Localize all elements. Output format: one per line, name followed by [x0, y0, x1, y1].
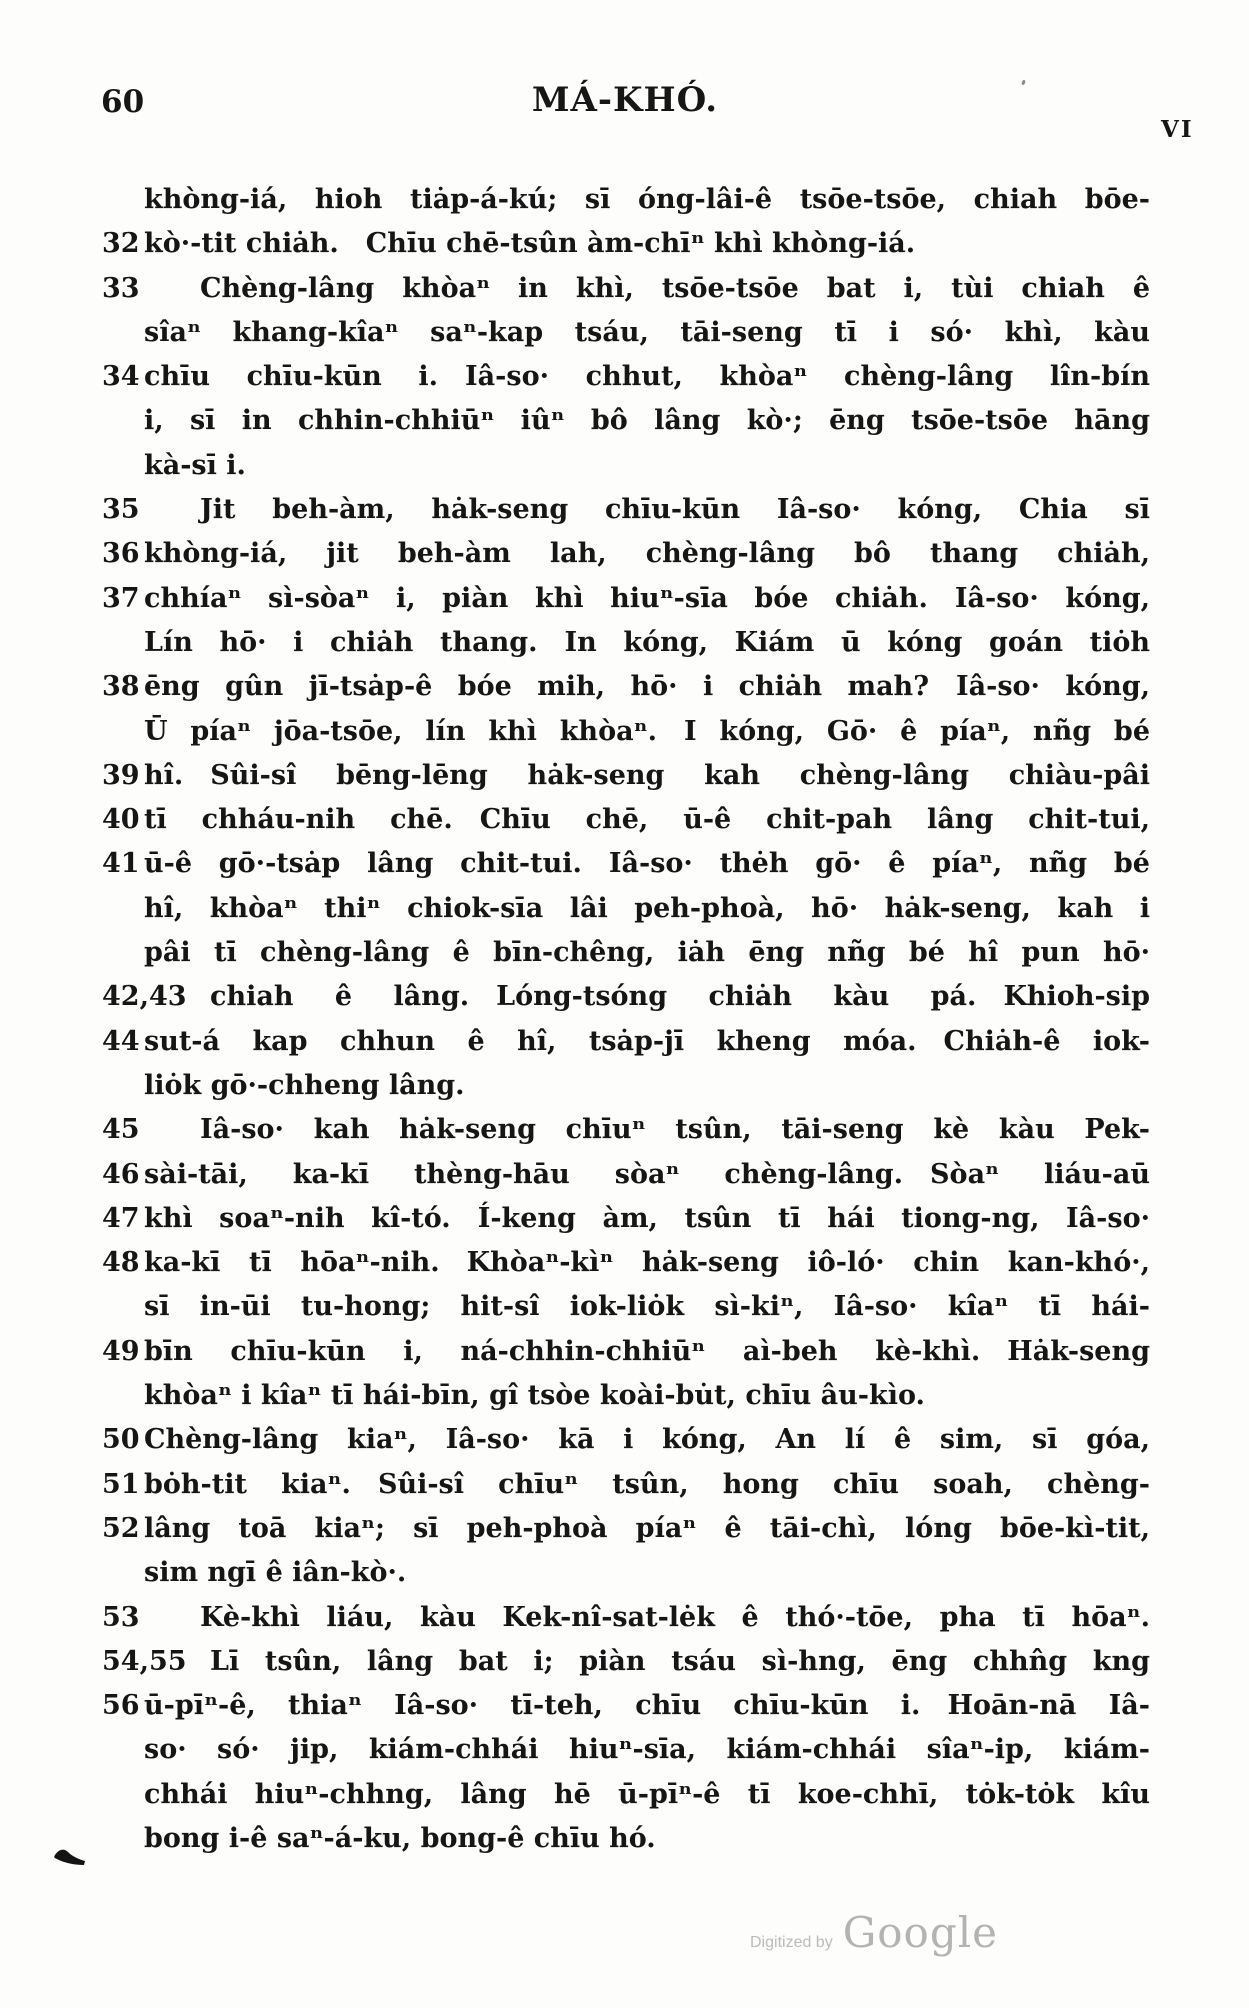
digitized-watermark [750, 1908, 998, 1957]
verse-number: 42,43 [102, 981, 187, 1013]
verse-text: ū-ê gō·-tsȧp lâng chit-tui. Iâ-so· thėh gō· ê píaⁿ, nñg bé [144, 848, 1150, 880]
verse-line [100, 754, 1150, 798]
verse-text: khòaⁿ i kîaⁿ tī hái-bīn, gî tsòe koài-bu̇t, chīu âu-kìo. [144, 1380, 925, 1412]
verse-line [100, 399, 1150, 443]
verse-line [100, 577, 1150, 621]
verse-text: bȯh-tit kiaⁿ. Sûi-sî chīuⁿ tsûn, hong chīu soah, chèng- [144, 1468, 1150, 1500]
verse-line [100, 1108, 1150, 1152]
verse-number: 52 [102, 1512, 140, 1544]
verse-line [100, 1640, 1150, 1684]
verse-text: i, sī in chhin-chhiūⁿ iûⁿ bô lâng kò·; ēng tsōe-tsōe hāng [144, 405, 1150, 437]
verse-text: Kè-khì liáu, kàu Kek-nî-sat-lėk ê thó·-tōe, pha tī hōaⁿ. [200, 1601, 1150, 1633]
verse-number: 40 [102, 804, 140, 836]
verse-line [100, 267, 1150, 311]
verse-text: Lín hō· i chiȧh thang. In kóng, Kiám ū kóng goán tiȯh [144, 626, 1150, 658]
verse-text: lâng toā kiaⁿ; sī peh-phoà píaⁿ ê tāi-chì, lóng bōe-kì-tit, [144, 1512, 1150, 1544]
page-number: 60 [101, 84, 145, 120]
verse-number: 54,55 [102, 1645, 187, 1677]
verse-text: sī in-ūi tu-hong; hit-sî iok-liȯk sì-kiⁿ, Iâ-so· kîaⁿ tī hái- [144, 1291, 1150, 1323]
verse-number: 38 [102, 671, 140, 703]
verse-text: liȯk gō·-chheng lâng. [144, 1069, 465, 1101]
verse-line [100, 1197, 1150, 1241]
verse-text: hî, khòaⁿ thiⁿ chiok-sīa lâi peh-phoà, hō· hȧk-seng, kah i [144, 892, 1150, 924]
verse-line [100, 931, 1150, 975]
verse-number: 50 [102, 1424, 140, 1456]
verse-line [100, 842, 1150, 886]
verse-number: 33 [102, 272, 140, 304]
verse-line [100, 1596, 1150, 1640]
verse-line [100, 1020, 1150, 1064]
verse-number: 53 [102, 1601, 140, 1633]
verse-line [100, 178, 1150, 222]
verse-text: khòng-iá, jit beh-àm lah, chèng-lâng bô thang chiȧh, [144, 538, 1150, 570]
verse-number: 47 [102, 1202, 140, 1234]
verse-text: kà-sī i. [144, 449, 246, 481]
verse-text: chhái hiuⁿ-chhng, lâng hē ū-pīⁿ-ê tī koe-chhī, tȯk-tȯk kîu [144, 1778, 1150, 1810]
verse-line [100, 798, 1150, 842]
verse-line [100, 710, 1150, 754]
verse-line [100, 1330, 1150, 1374]
verse-number: 41 [102, 848, 140, 880]
verse-number: 45 [102, 1114, 140, 1146]
verse-text: chiah ê lâng. Lóng-tsóng chiȧh kàu pá. Khioh-sip [210, 981, 1150, 1013]
verse-line [100, 355, 1150, 399]
verse-line [100, 1241, 1150, 1285]
verse-text: bong i-ê saⁿ-á-ku, bong-ê chīu hó. [144, 1822, 656, 1854]
verse-line [100, 1418, 1150, 1462]
verse-line [100, 1684, 1150, 1728]
verse-text: sut-á kap chhun ê hî, tsȧp-jī kheng móa. Chiȧh-ê iok- [144, 1025, 1150, 1057]
verse-number: 49 [102, 1335, 140, 1367]
verse-text: sài-tāi, ka-kī thèng-hāu sòaⁿ chèng-lâng. Sòaⁿ liáu-aū [144, 1158, 1150, 1190]
verse-number: 36 [102, 538, 140, 570]
verse-text: Chèng-lâng khòaⁿ in khì, tsōe-tsōe bat i, tùi chiah ê [200, 272, 1150, 304]
verse-number: 48 [102, 1247, 140, 1279]
verse-text: ēng gûn jī-tsȧp-ê bóe mih, hō· i chiȧh mah? Iâ-so· kóng, [144, 671, 1150, 703]
verse-text: bīn chīu-kūn i, ná-chhin-chhiūⁿ aì-beh kè-khì. Hȧk-seng [144, 1335, 1150, 1367]
verse-line [100, 444, 1150, 488]
verse-line [100, 1551, 1150, 1595]
verse-number: 32 [102, 228, 140, 260]
running-title: MÁ-KHÓ. [531, 80, 719, 120]
verse-line [100, 1374, 1150, 1418]
verse-text: ka-kī tī hōaⁿ-nih. Khòaⁿ-kìⁿ hȧk-seng iô-ló· chin kan-khó·, [144, 1247, 1150, 1279]
verse-line [100, 1773, 1150, 1817]
verse-line [100, 1153, 1150, 1197]
verse-text: Iâ-so· kah hȧk-seng chīuⁿ tsûn, tāi-seng kè kàu Pek- [200, 1114, 1150, 1146]
verse-text: khòng-iá, hioh tiȧp-á-kú; sī óng-lâi-ê tsōe-tsōe, chiah bōe- [144, 184, 1150, 215]
verse-text: Jit beh-àm, hȧk-seng chīu-kūn Iâ-so· kóng, Chia sī [200, 494, 1150, 526]
verse-text: chīu chīu-kūn i. Iâ-so· chhut, khòaⁿ chèng-lâng lîn-bín [144, 361, 1150, 393]
verse-line [100, 1728, 1150, 1772]
digitized-by-label: Digitized by [750, 1934, 833, 1951]
verse-text: sim ngī ê iân-kò·. [144, 1557, 407, 1589]
verse-number: 46 [102, 1158, 140, 1190]
verse-text: Lī tsûn, lâng bat i; piàn tsáu sì-hng, ēng chhn̂g kng [210, 1645, 1150, 1677]
verse-line [100, 488, 1150, 532]
verse-text: chhíaⁿ sì-sòaⁿ i, piàn khì hiuⁿ-sīa bóe chiȧh. Iâ-so· kóng, [144, 582, 1150, 614]
verse-text-block [100, 178, 1150, 1861]
verse-text: tī chháu-nih chē. Chīu chē, ū-ê chit-pah lâng chit-tui, [144, 804, 1150, 836]
pen-mark-icon [53, 1846, 89, 1874]
verse-line [100, 311, 1150, 355]
google-logo: Google [842, 1908, 998, 1957]
verse-number: 39 [102, 759, 140, 791]
verse-text: khì soaⁿ-nih kî-tó. Í-keng àm, tsûn tī hái tiong-ng, Iâ-so· [144, 1202, 1150, 1234]
verse-number: 44 [102, 1025, 140, 1057]
verse-text: kò·-tit chiȧh. Chīu chē-tsûn àm-chīⁿ khì khòng-iá. [144, 228, 916, 260]
verse-line [100, 887, 1150, 931]
verse-line [100, 1463, 1150, 1507]
verse-line [100, 222, 1150, 266]
verse-number: 35 [102, 494, 140, 526]
verse-line [100, 665, 1150, 709]
verse-line [100, 1507, 1150, 1551]
verse-line [100, 532, 1150, 576]
verse-text: hî. Sûi-sî bēng-lēng hȧk-seng kah chèng-lâng chiàu-pâi [144, 759, 1150, 791]
verse-number: 37 [102, 582, 140, 614]
verse-line [100, 1817, 1150, 1861]
verse-text: Chèng-lâng kiaⁿ, Iâ-so· kā i kóng, An lí ê sim, sī góa, [144, 1424, 1150, 1456]
verse-number: 34 [102, 361, 140, 393]
verse-number: 51 [102, 1468, 140, 1500]
chapter-roman-numeral: VI [1161, 116, 1194, 143]
verse-text: sîaⁿ khang-kîaⁿ saⁿ-kap tsáu, tāi-seng tī i só· khì, kàu [144, 316, 1150, 348]
verse-line [100, 1285, 1150, 1329]
verse-text: so· só· jip, kiám-chhái hiuⁿ-sīa, kiám-chhái sîaⁿ-ip, kiám- [144, 1734, 1150, 1766]
verse-text: ū-pīⁿ-ê, thiaⁿ Iâ-so· tī-teh, chīu chīu-kūn i. Hoān-nā Iâ- [144, 1690, 1150, 1722]
verse-line [100, 1064, 1150, 1108]
verse-line [100, 975, 1150, 1019]
verse-number: 56 [102, 1690, 140, 1722]
verse-text: Ū píaⁿ jōa-tsōe, lín khì khòaⁿ. I kóng, Gō· ê píaⁿ, nñg bé [144, 715, 1150, 747]
verse-line [100, 621, 1150, 665]
verse-text: pâi tī chèng-lâng ê bīn-chêng, iȧh ēng nñg bé hî pun hō· [144, 937, 1150, 969]
